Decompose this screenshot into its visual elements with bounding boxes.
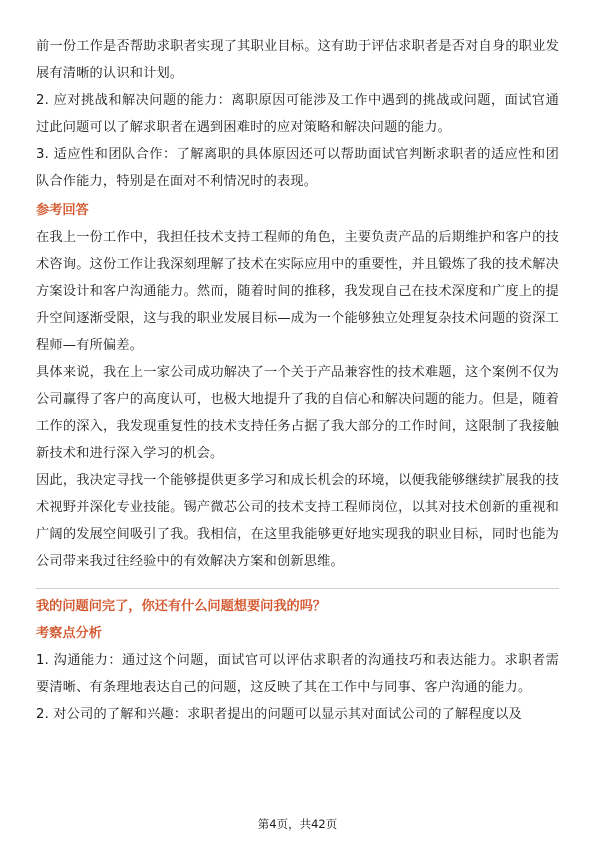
- analysis-point-b1: 1. 沟通能力：通过这个问题，面试官可以评估求职者的沟通技巧和表达能力。求职者需要清晰、有条理地表达自己的问题，这反映了其在工作中与同事、客户沟通的能力。: [36, 653, 559, 695]
- analysis-point-3: 3. 适应性和团队合作：了解离职的具体原因还可以帮助面试官判断求职者的适应性和团队合作能力，特别是在面对不利情况时的表现。: [36, 147, 559, 189]
- analysis-point-2: 2. 应对挑战和解决问题的能力：离职原因可能涉及工作中遇到的挑战或问题，面试官通过此问题可以了解求职者在遇到困难时的应对策略和解决问题的能力。: [36, 93, 559, 135]
- question-heading: 我的问题问完了，你还有什么问题想要问我的吗？: [36, 599, 327, 614]
- intro-paragraph: 前一份工作是否帮助求职者实现了其职业目标。这有助于评估求职者是否对自身的职业发展有清晰的认识和计划。: [36, 39, 559, 81]
- reference-answer-heading: 参考回答: [36, 203, 89, 218]
- answer-paragraph-2: 具体来说，我在上一家公司成功解决了一个关于产品兼容性的技术难题，这个案例不仅为公司赢得了客户的高度认可，也极大地提升了我的自信心和解决问题的能力。但是，随着工作的深入，我发现重复性的技术支持任务占据了我大部分的工作时间，这限制了我接触新技术和进行深入学习的机会。: [36, 365, 559, 461]
- page-footer: 第4页，共42页: [257, 817, 338, 831]
- answer-paragraph-3: 因此，我决定寻找一个能够提供更多学习和成长机会的环境，以便我能够继续扩展我的技术视野并深化专业技能。锡产微芯公司的技术支持工程师岗位，以其对技术创新的重视和广阔的发展空间吸引了我。我相信，在这里我能够更好地实现我的职业目标，同时也能为公司带来我过往经验中的有效解决方案和创新思维。: [36, 473, 559, 569]
- analysis-heading: 考察点分析: [36, 626, 102, 641]
- page-content: [36, 33, 559, 728]
- answer-paragraph-1: 在我上一份工作中，我担任技术支持工程师的角色，主要负责产品的后期维护和客户的技术咨询。这份工作让我深刻理解了技术在实际应用中的重要性，并且锻炼了我的技术解决方案设计和客户沟通能力。然而，随着时间的推移，我发现自己在技术深度和广度上的提升空间逐渐受限，这与我的职业发展目标—成为一个能够独立处理复杂技术问题的资深工程师—有所偏差。: [36, 230, 559, 353]
- analysis-point-b2: 2. 对公司的了解和兴趣：求职者提出的问题可以显示其对面试公司的了解程度以及: [36, 707, 522, 722]
- section-divider: [36, 588, 559, 589]
